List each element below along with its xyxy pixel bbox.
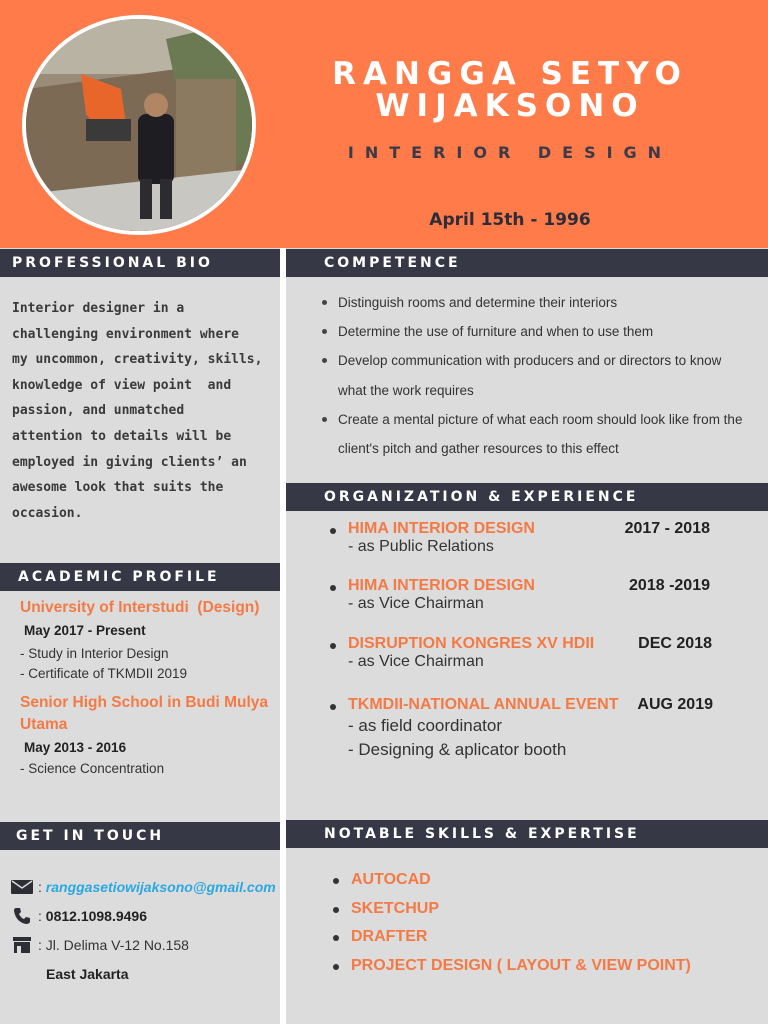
list-item (330, 635, 730, 696)
list-item: PROJECT DESIGN ( LAYOUT & VIEW POINT) (333, 952, 691, 981)
phone-icon (10, 906, 34, 926)
contact-phone-row (10, 901, 280, 930)
skills-list (333, 866, 691, 981)
org-role: - as field coordinator (348, 716, 503, 735)
contact-colon: : (38, 936, 42, 953)
bio-text (12, 296, 274, 526)
contact-colon: : (38, 907, 42, 924)
contact-address-row (10, 930, 280, 959)
section-heading-contact: GET IN TOUCH (0, 822, 280, 850)
bio-line: Interior designer in a (12, 301, 185, 316)
bio-line: occasion. (12, 505, 83, 521)
list-item: Develop communication with producers and or directors to know what the work requires (322, 346, 752, 404)
name-line-1: RANGGA SETYO (332, 56, 688, 92)
organization-list (330, 520, 730, 762)
school-name: Senior High School in Budi Mulya Utama (20, 694, 269, 733)
section-heading-skills: NOTABLE SKILLS & EXPERTISE (286, 820, 768, 848)
list-item (330, 520, 730, 577)
list-item: Create a mental picture of what each room should look like from the client's pitch and gather resources to this effect (322, 405, 752, 463)
job-title: INTERIOR DESIGN (347, 143, 673, 162)
org-title: TKMDII-NATIONAL ANNUAL EVENT (348, 696, 619, 713)
person-name (300, 58, 720, 122)
org-role: - Designing & aplicator booth (348, 740, 567, 759)
org-date: DEC 2018 (638, 635, 712, 652)
bio-line: challenging environment where (12, 326, 239, 342)
academic-list (20, 597, 275, 779)
name-line-2: WIJAKSONO (375, 88, 645, 124)
bio-line: awesome look that suits the (12, 480, 224, 496)
org-date: 2018 -2019 (629, 577, 710, 594)
org-date: 2017 - 2018 (624, 520, 710, 537)
email-link[interactable]: ranggasetiowijaksono@gmail.com (45, 878, 276, 895)
bio-line: employed in giving clients’ an (12, 454, 247, 470)
phone-number[interactable]: 0812.1098.9496 (45, 907, 147, 924)
mail-icon (10, 877, 34, 897)
list-item (330, 577, 730, 635)
org-date: AUG 2019 (637, 696, 713, 713)
school-detail: - Study in Interior Design (20, 646, 169, 661)
org-role: - as Vice Chairman (348, 595, 484, 612)
bullet-icon (330, 704, 336, 710)
address-line-2: East Jakarta (46, 965, 129, 982)
school-name: University of Interstudi (Design) (20, 599, 260, 616)
school-period: May 2017 - Present (24, 623, 146, 638)
list-item: Determine the use of furniture and when to use them (322, 317, 752, 346)
list-item: AUTOCAD (333, 866, 691, 895)
bio-line: passion, and unmatched (12, 403, 185, 419)
org-role: - as Public Relations (348, 538, 494, 555)
org-role: - as Vice Chairman (348, 653, 484, 670)
bio-line: knowledge of view point and (12, 377, 232, 393)
bio-line: attention to details will be (12, 428, 232, 444)
bullet-icon (330, 528, 336, 534)
section-heading-competence: COMPETENCE (286, 249, 768, 277)
list-item: DRAFTER (333, 923, 691, 952)
date-of-birth: April 15th - 1996 (429, 210, 591, 230)
header-banner (0, 0, 768, 248)
school-period: May 2013 - 2016 (24, 740, 127, 755)
contact-address-row-2 (10, 959, 280, 988)
school-detail: - Science Concentration (20, 761, 165, 776)
list-item: SKETCHUP (333, 895, 691, 924)
contact-list (10, 872, 280, 988)
org-title: DISRUPTION KONGRES XV HDII (348, 635, 595, 652)
profile-photo-image (26, 19, 252, 231)
list-item: Distinguish rooms and determine their interiors (322, 288, 752, 317)
section-heading-bio: PROFESSIONAL BIO (0, 249, 280, 277)
contact-email-row (10, 872, 280, 901)
address-line-1: Jl. Delima V-12 No.158 (45, 936, 189, 953)
contact-colon: : (38, 878, 42, 895)
list-item (330, 696, 730, 762)
store-icon (10, 935, 34, 955)
bullet-icon (330, 643, 336, 649)
school-detail: - Certificate of TKMDII 2019 (20, 666, 188, 681)
column-divider (280, 248, 286, 1024)
section-heading-academic: ACADEMIC PROFILE (0, 563, 280, 591)
org-title: HIMA INTERIOR DESIGN (348, 520, 535, 537)
bio-line: my uncommon, creativity, skills, (12, 352, 263, 368)
competence-list (322, 288, 752, 463)
section-heading-organization: ORGANIZATION & EXPERIENCE (286, 483, 768, 511)
profile-photo (22, 15, 256, 235)
bullet-icon (330, 585, 336, 591)
org-title: HIMA INTERIOR DESIGN (348, 577, 535, 594)
